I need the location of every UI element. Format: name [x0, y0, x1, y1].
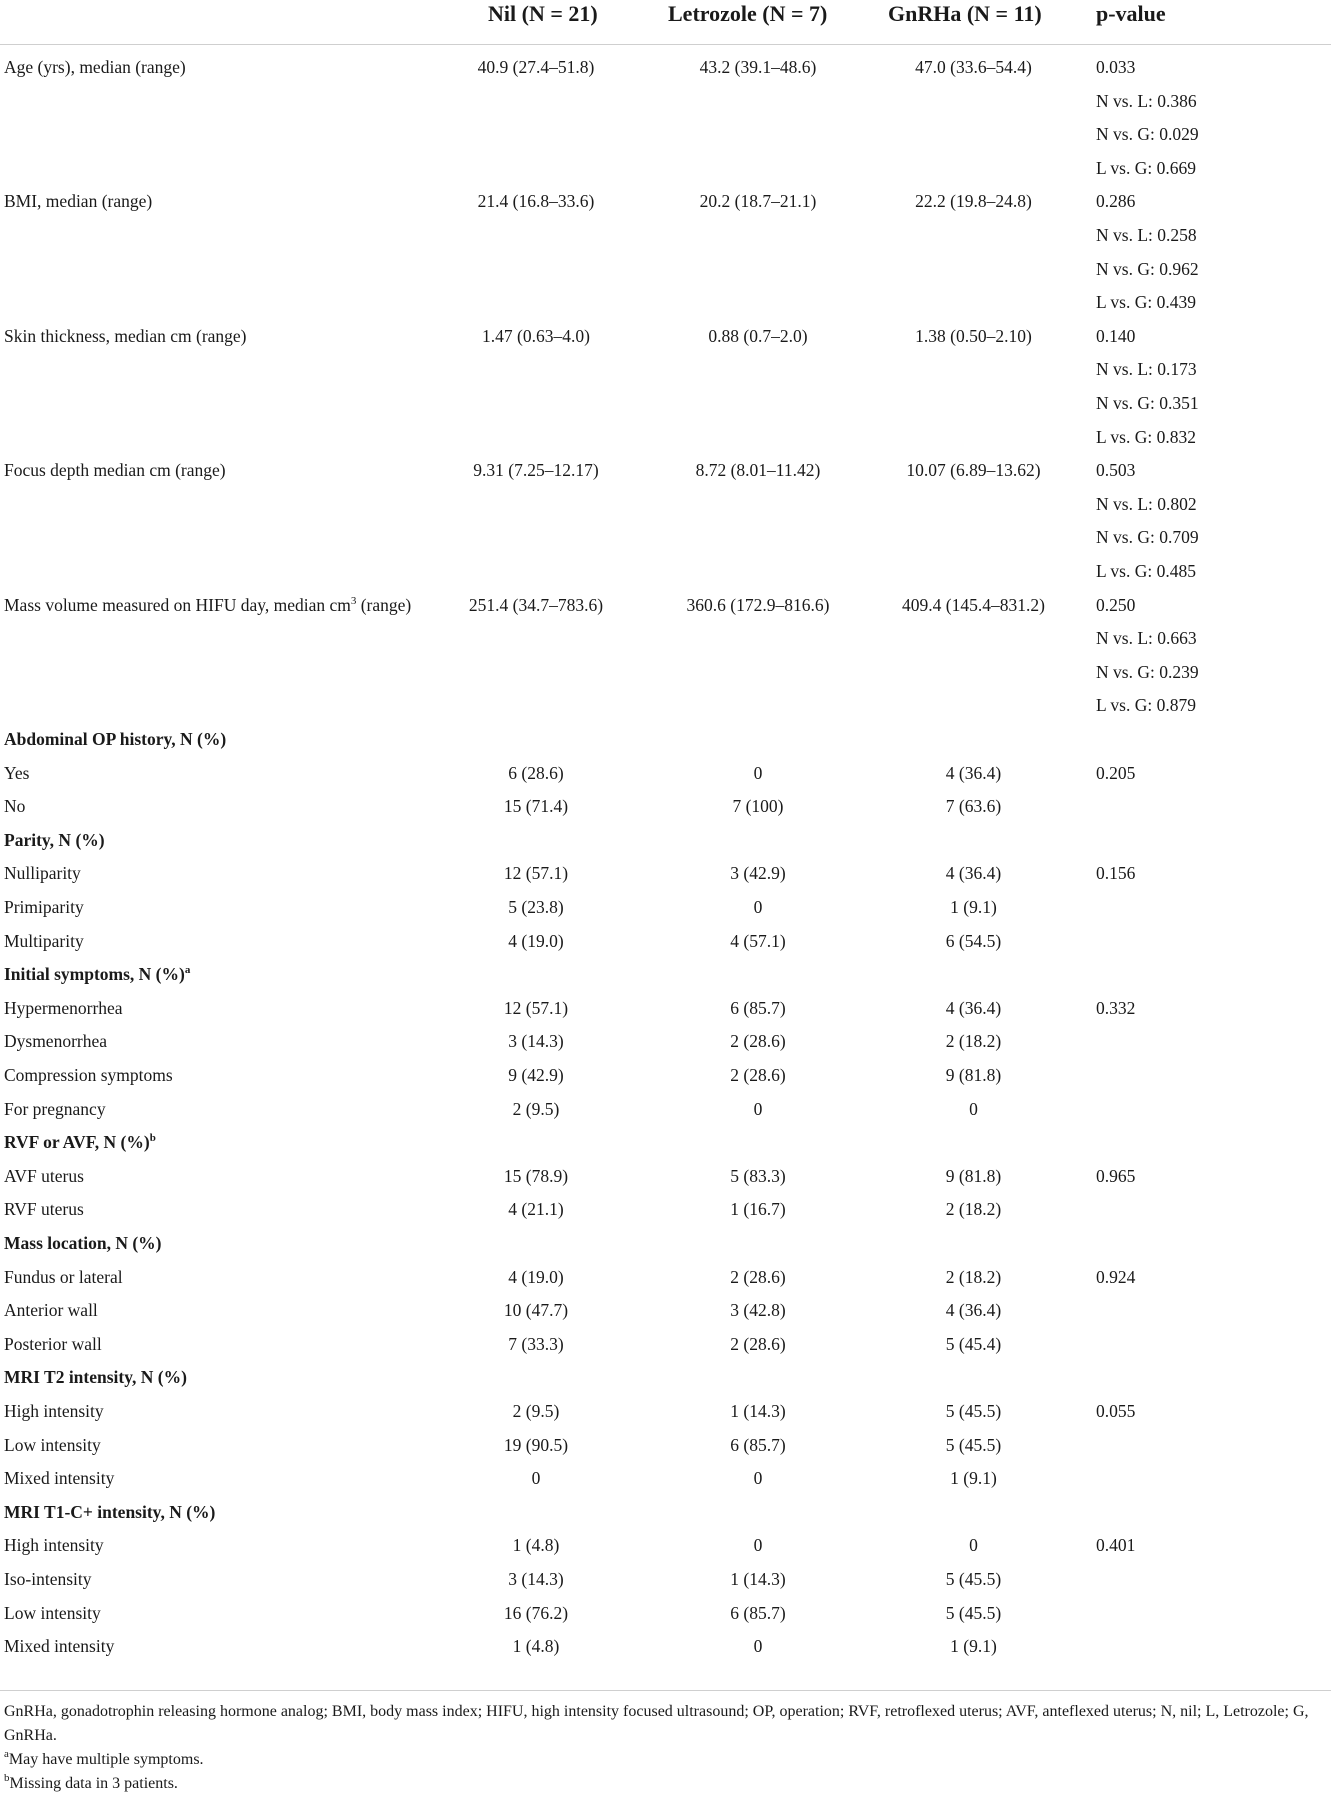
row-label: Age (yrs), median (range): [4, 57, 186, 77]
footnote-abbreviations: GnRHa, gonadotrophin releasing hormone analog; BMI, body mass index; HIFU, high intensity focused ultrasound; OP, operation; RVF, retroflexed uterus; AVF, anteflexed uterus; N, nil; L, Letrozole; G, GnRHa.: [4, 1703, 1309, 1744]
cell-pvalue: L vs. G: 0.832: [1096, 426, 1196, 447]
cell-pvalue: N vs. G: 0.029: [1096, 124, 1199, 145]
cell-nil: 0: [531, 1468, 541, 1489]
table-row: [0, 1059, 1331, 1093]
section-header-row: [0, 1496, 1331, 1530]
footnote-b: $^b$Missing data in 3 patients.: [4, 1772, 178, 1792]
cell-pvalue: 0.156: [1096, 863, 1136, 884]
cell-nil: 251.4 (34.7–783.6): [468, 594, 604, 615]
cell-pvalue: N vs. L: 0.386: [1096, 90, 1197, 111]
section-header-row: [0, 723, 1331, 757]
table-row: [0, 1395, 1331, 1429]
cell-pvalue: L vs. G: 0.439: [1096, 292, 1196, 313]
cell-pvalue: L vs. G: 0.485: [1096, 561, 1196, 581]
cell-pvalue: 0.286: [1096, 191, 1136, 212]
cell-nil: 4 (21.1): [508, 1199, 564, 1220]
cell-gnrha: 409.4 (145.4–831.2): [902, 594, 1045, 615]
table-row: [0, 925, 1331, 959]
table-row: [0, 421, 1331, 455]
cell-letrozole: 2 (28.6): [730, 1065, 786, 1085]
section-label: MRI T2 intensity, N (%): [4, 1367, 187, 1388]
cell-gnrha: 4 (36.4): [945, 762, 1002, 783]
cell-gnrha: 47.0 (33.6–54.4): [915, 57, 1032, 77]
cell-nil: 15 (78.9): [503, 1165, 569, 1186]
cell-nil: 40.9 (27.4–51.8): [477, 57, 595, 77]
table-row: [0, 689, 1331, 723]
cell-letrozole: 5 (83.3): [730, 1165, 786, 1186]
cell-gnrha: 1 (9.1): [950, 897, 997, 917]
cell-gnrha: 2 (18.2): [945, 1199, 1002, 1220]
table-row: [0, 891, 1331, 925]
row-label: Compression symptoms: [4, 1065, 173, 1085]
cell-letrozole: 0: [753, 1535, 763, 1556]
cell-pvalue: 0.140: [1096, 325, 1136, 346]
table-row: [0, 51, 1331, 85]
cell-gnrha: 1.38 (0.50–2.10): [915, 325, 1032, 346]
cell-gnrha: 22.2 (19.8–24.8): [915, 191, 1032, 212]
cell-nil: 4 (19.0): [508, 930, 564, 951]
table-row: [0, 1597, 1331, 1631]
section-label: MRI T1-C+ intensity, N (%): [4, 1501, 216, 1522]
cell-letrozole: 8.72 (8.01–11.42): [695, 460, 821, 481]
row-label: Dysmenorrhea: [4, 1031, 108, 1052]
cell-gnrha: 5 (45.5): [945, 1434, 1002, 1455]
row-label: Multiparity: [4, 930, 84, 951]
cell-nil: 15 (71.4): [503, 796, 569, 817]
cell-letrozole: 0: [753, 1098, 763, 1119]
cell-gnrha: 4 (36.4): [945, 1300, 1002, 1321]
cell-letrozole: 2 (28.6): [730, 1333, 786, 1354]
table-row: [0, 85, 1331, 119]
cell-gnrha: 5 (45.5): [945, 1602, 1002, 1623]
cell-nil: 3 (14.3): [508, 1569, 564, 1589]
cell-pvalue: L vs. G: 0.669: [1096, 157, 1196, 178]
table-row: [0, 1294, 1331, 1328]
table-row: [0, 387, 1331, 421]
cell-gnrha: 4 (36.4): [945, 863, 1002, 884]
row-label: Mixed intensity: [4, 1636, 115, 1657]
row-label: Nulliparity: [4, 863, 81, 884]
row-label: Primiparity: [4, 897, 84, 917]
table-row: [0, 118, 1331, 152]
cell-gnrha: 5 (45.5): [945, 1401, 1002, 1421]
cell-gnrha: 5 (45.4): [945, 1333, 1002, 1354]
cell-pvalue: 0.250: [1096, 594, 1136, 615]
row-label: Anterior wall: [4, 1300, 98, 1321]
cell-gnrha: 2 (18.2): [945, 1031, 1002, 1052]
cell-nil: 3 (14.3): [508, 1031, 564, 1052]
table-row: [0, 857, 1331, 891]
table-row: [0, 1025, 1331, 1059]
cell-nil: 10 (47.7): [503, 1300, 569, 1321]
cell-letrozole: 6 (85.7): [730, 1434, 786, 1455]
row-label: For pregnancy: [4, 1098, 106, 1119]
cell-letrozole: 20.2 (18.7–21.1): [699, 191, 817, 212]
table-row: [0, 1563, 1331, 1597]
cell-letrozole: 6 (85.7): [730, 1602, 786, 1623]
section-header-row: [0, 1126, 1331, 1160]
table-row: [0, 454, 1331, 488]
row-label: Yes: [4, 762, 30, 783]
cell-gnrha: 1 (9.1): [950, 1636, 997, 1657]
table-row: [0, 488, 1331, 522]
cell-letrozole: 3 (42.8): [730, 1300, 786, 1321]
cell-pvalue: L vs. G: 0.879: [1096, 695, 1196, 716]
table-row: [0, 1160, 1331, 1194]
header-gnrha: GnRHa (N = 11): [888, 1, 1042, 26]
table-row: [0, 253, 1331, 287]
table-row: [0, 1462, 1331, 1496]
cell-pvalue: 0.055: [1096, 1401, 1136, 1421]
row-label: Skin thickness, median cm (range): [4, 325, 247, 346]
cell-pvalue: N vs. L: 0.663: [1096, 628, 1197, 649]
header-nil: Nil (N = 21): [488, 1, 598, 26]
section-header-row: [0, 958, 1331, 992]
cell-pvalue: 0.332: [1096, 997, 1136, 1018]
cell-letrozole: 3 (42.9): [730, 863, 786, 884]
cell-letrozole: 6 (85.7): [730, 997, 786, 1018]
footnote-a: $^a$May have multiple symptoms.: [4, 1748, 204, 1768]
cell-nil: 1 (4.8): [512, 1535, 560, 1556]
table-row: [0, 1261, 1331, 1295]
cell-nil: 12 (57.1): [503, 997, 569, 1018]
cell-nil: 1.47 (0.63–4.0): [482, 325, 590, 346]
cell-letrozole: 2 (28.6): [730, 1266, 786, 1287]
table-footnotes: [4, 1700, 1326, 1796]
cell-gnrha: 7 (63.6): [945, 796, 1002, 817]
section-header-row: [0, 1227, 1331, 1261]
cell-pvalue: 0.205: [1096, 762, 1136, 783]
cell-pvalue: N vs. G: 0.239: [1096, 661, 1199, 682]
row-label: Mixed intensity: [4, 1468, 115, 1489]
section-header-row: [0, 1361, 1331, 1395]
cell-letrozole: 1 (14.3): [730, 1401, 786, 1421]
cell-pvalue: 0.965: [1096, 1165, 1136, 1186]
cell-letrozole: 43.2 (39.1–48.6): [699, 57, 817, 77]
cell-gnrha: 9 (81.8): [945, 1165, 1002, 1186]
row-label: High intensity: [4, 1535, 104, 1556]
section-label: Mass location, N (%): [4, 1233, 162, 1253]
row-label: High intensity: [4, 1401, 104, 1421]
cell-pvalue: 0.503: [1096, 460, 1136, 481]
cell-pvalue: N vs. G: 0.962: [1096, 258, 1199, 279]
row-label: AVF uterus: [4, 1165, 84, 1186]
cell-pvalue: N vs. L: 0.258: [1096, 225, 1197, 245]
table-bottom-rule: [0, 1690, 1331, 1691]
table-row: [0, 353, 1331, 387]
section-label: Parity, N (%): [4, 829, 105, 850]
table-row: [0, 521, 1331, 555]
cell-pvalue: 0.033: [1096, 57, 1136, 77]
row-label: Mass volume measured on HIFU day, median $cm^3$ (range): [4, 594, 412, 615]
row-label: Focus depth median cm (range): [4, 460, 226, 481]
cell-nil: 9.31 (7.25–12.17): [473, 460, 599, 481]
cell-gnrha: 10.07 (6.89–13.62): [906, 460, 1041, 481]
cell-nil: 19 (90.5): [503, 1434, 569, 1455]
cell-nil: 6 (28.6): [508, 762, 564, 783]
section-label: RVF or AVF, N (%)$^b$: [4, 1132, 156, 1153]
table-row: [0, 152, 1331, 186]
table-row: [0, 1429, 1331, 1463]
cell-nil: 21.4 (16.8–33.6): [477, 191, 595, 212]
table-row: [0, 1529, 1331, 1563]
cell-gnrha: 4 (36.4): [945, 997, 1002, 1018]
table-row: [0, 1630, 1331, 1664]
cell-letrozole: 0.88 (0.7–2.0): [708, 325, 808, 346]
table-row: [0, 656, 1331, 690]
table-row: [0, 1093, 1331, 1127]
table-row: [0, 1193, 1331, 1227]
row-label: Posterior wall: [4, 1333, 102, 1354]
cell-nil: 2 (9.5): [512, 1098, 560, 1119]
cell-letrozole: 0: [753, 897, 763, 917]
cell-letrozole: 0: [753, 1636, 763, 1657]
row-label: RVF uterus: [4, 1199, 84, 1220]
cell-gnrha: 0: [969, 1098, 978, 1119]
cell-gnrha: 5 (45.5): [945, 1569, 1002, 1589]
cell-letrozole: 0: [753, 1468, 763, 1489]
cell-gnrha: 6 (54.5): [945, 930, 1002, 951]
cell-letrozole: 2 (28.6): [730, 1031, 786, 1052]
header-letrozole: Letrozole (N = 7): [668, 1, 828, 26]
cell-pvalue: N vs. L: 0.802: [1096, 493, 1197, 514]
cell-letrozole: 0: [753, 762, 763, 783]
cell-nil: 12 (57.1): [503, 863, 569, 884]
cell-nil: 7 (33.3): [508, 1333, 564, 1354]
row-label: Iso-intensity: [4, 1569, 92, 1589]
row-label: Low intensity: [4, 1602, 101, 1623]
table-row: [0, 992, 1331, 1026]
cell-nil: 1 (4.8): [512, 1636, 560, 1657]
cell-nil: 16 (76.2): [503, 1602, 569, 1623]
cell-gnrha: 9 (81.8): [945, 1065, 1002, 1085]
cell-letrozole: 360.6 (172.9–816.6): [686, 594, 830, 615]
table-row: [0, 790, 1331, 824]
cell-letrozole: 4 (57.1): [730, 930, 786, 951]
table-header-row: [0, 0, 1331, 45]
cell-gnrha: 2 (18.2): [945, 1266, 1002, 1287]
row-label: Hypermenorrhea: [4, 997, 123, 1018]
table-row: [0, 219, 1331, 253]
section-header-row: [0, 824, 1331, 858]
table-row: [0, 185, 1331, 219]
cell-gnrha: 0: [969, 1535, 978, 1556]
cell-pvalue: N vs. L: 0.173: [1096, 359, 1197, 380]
cell-letrozole: 1 (14.3): [730, 1569, 786, 1589]
cell-pvalue: 0.401: [1096, 1535, 1136, 1556]
row-label: Low intensity: [4, 1434, 101, 1455]
table-row: [0, 589, 1331, 623]
cell-nil: 5 (23.8): [508, 897, 564, 917]
cell-gnrha: 1 (9.1): [950, 1468, 997, 1489]
row-label: Fundus or lateral: [4, 1266, 123, 1287]
row-label: BMI, median (range): [4, 191, 153, 212]
section-label: Initial symptoms, N (%)$^a$: [4, 964, 191, 985]
cell-pvalue: N vs. G: 0.351: [1096, 393, 1199, 413]
table-row: [0, 555, 1331, 589]
cell-nil: 9 (42.9): [508, 1065, 564, 1085]
table-row: [0, 1328, 1331, 1362]
table-row: [0, 622, 1331, 656]
cell-letrozole: 1 (16.7): [730, 1199, 786, 1220]
cell-pvalue: 0.924: [1096, 1266, 1136, 1287]
table-row: [0, 757, 1331, 791]
table-row: [0, 286, 1331, 320]
section-label: Abdominal OP history, N (%): [4, 729, 227, 749]
cell-pvalue: N vs. G: 0.709: [1096, 527, 1199, 548]
header-pvalue: p-value: [1096, 1, 1166, 26]
cell-letrozole: 7 (100): [732, 796, 784, 817]
row-label: No: [4, 796, 26, 817]
table-row: [0, 320, 1331, 354]
cell-nil: 2 (9.5): [512, 1401, 560, 1421]
cell-nil: 4 (19.0): [508, 1266, 564, 1287]
